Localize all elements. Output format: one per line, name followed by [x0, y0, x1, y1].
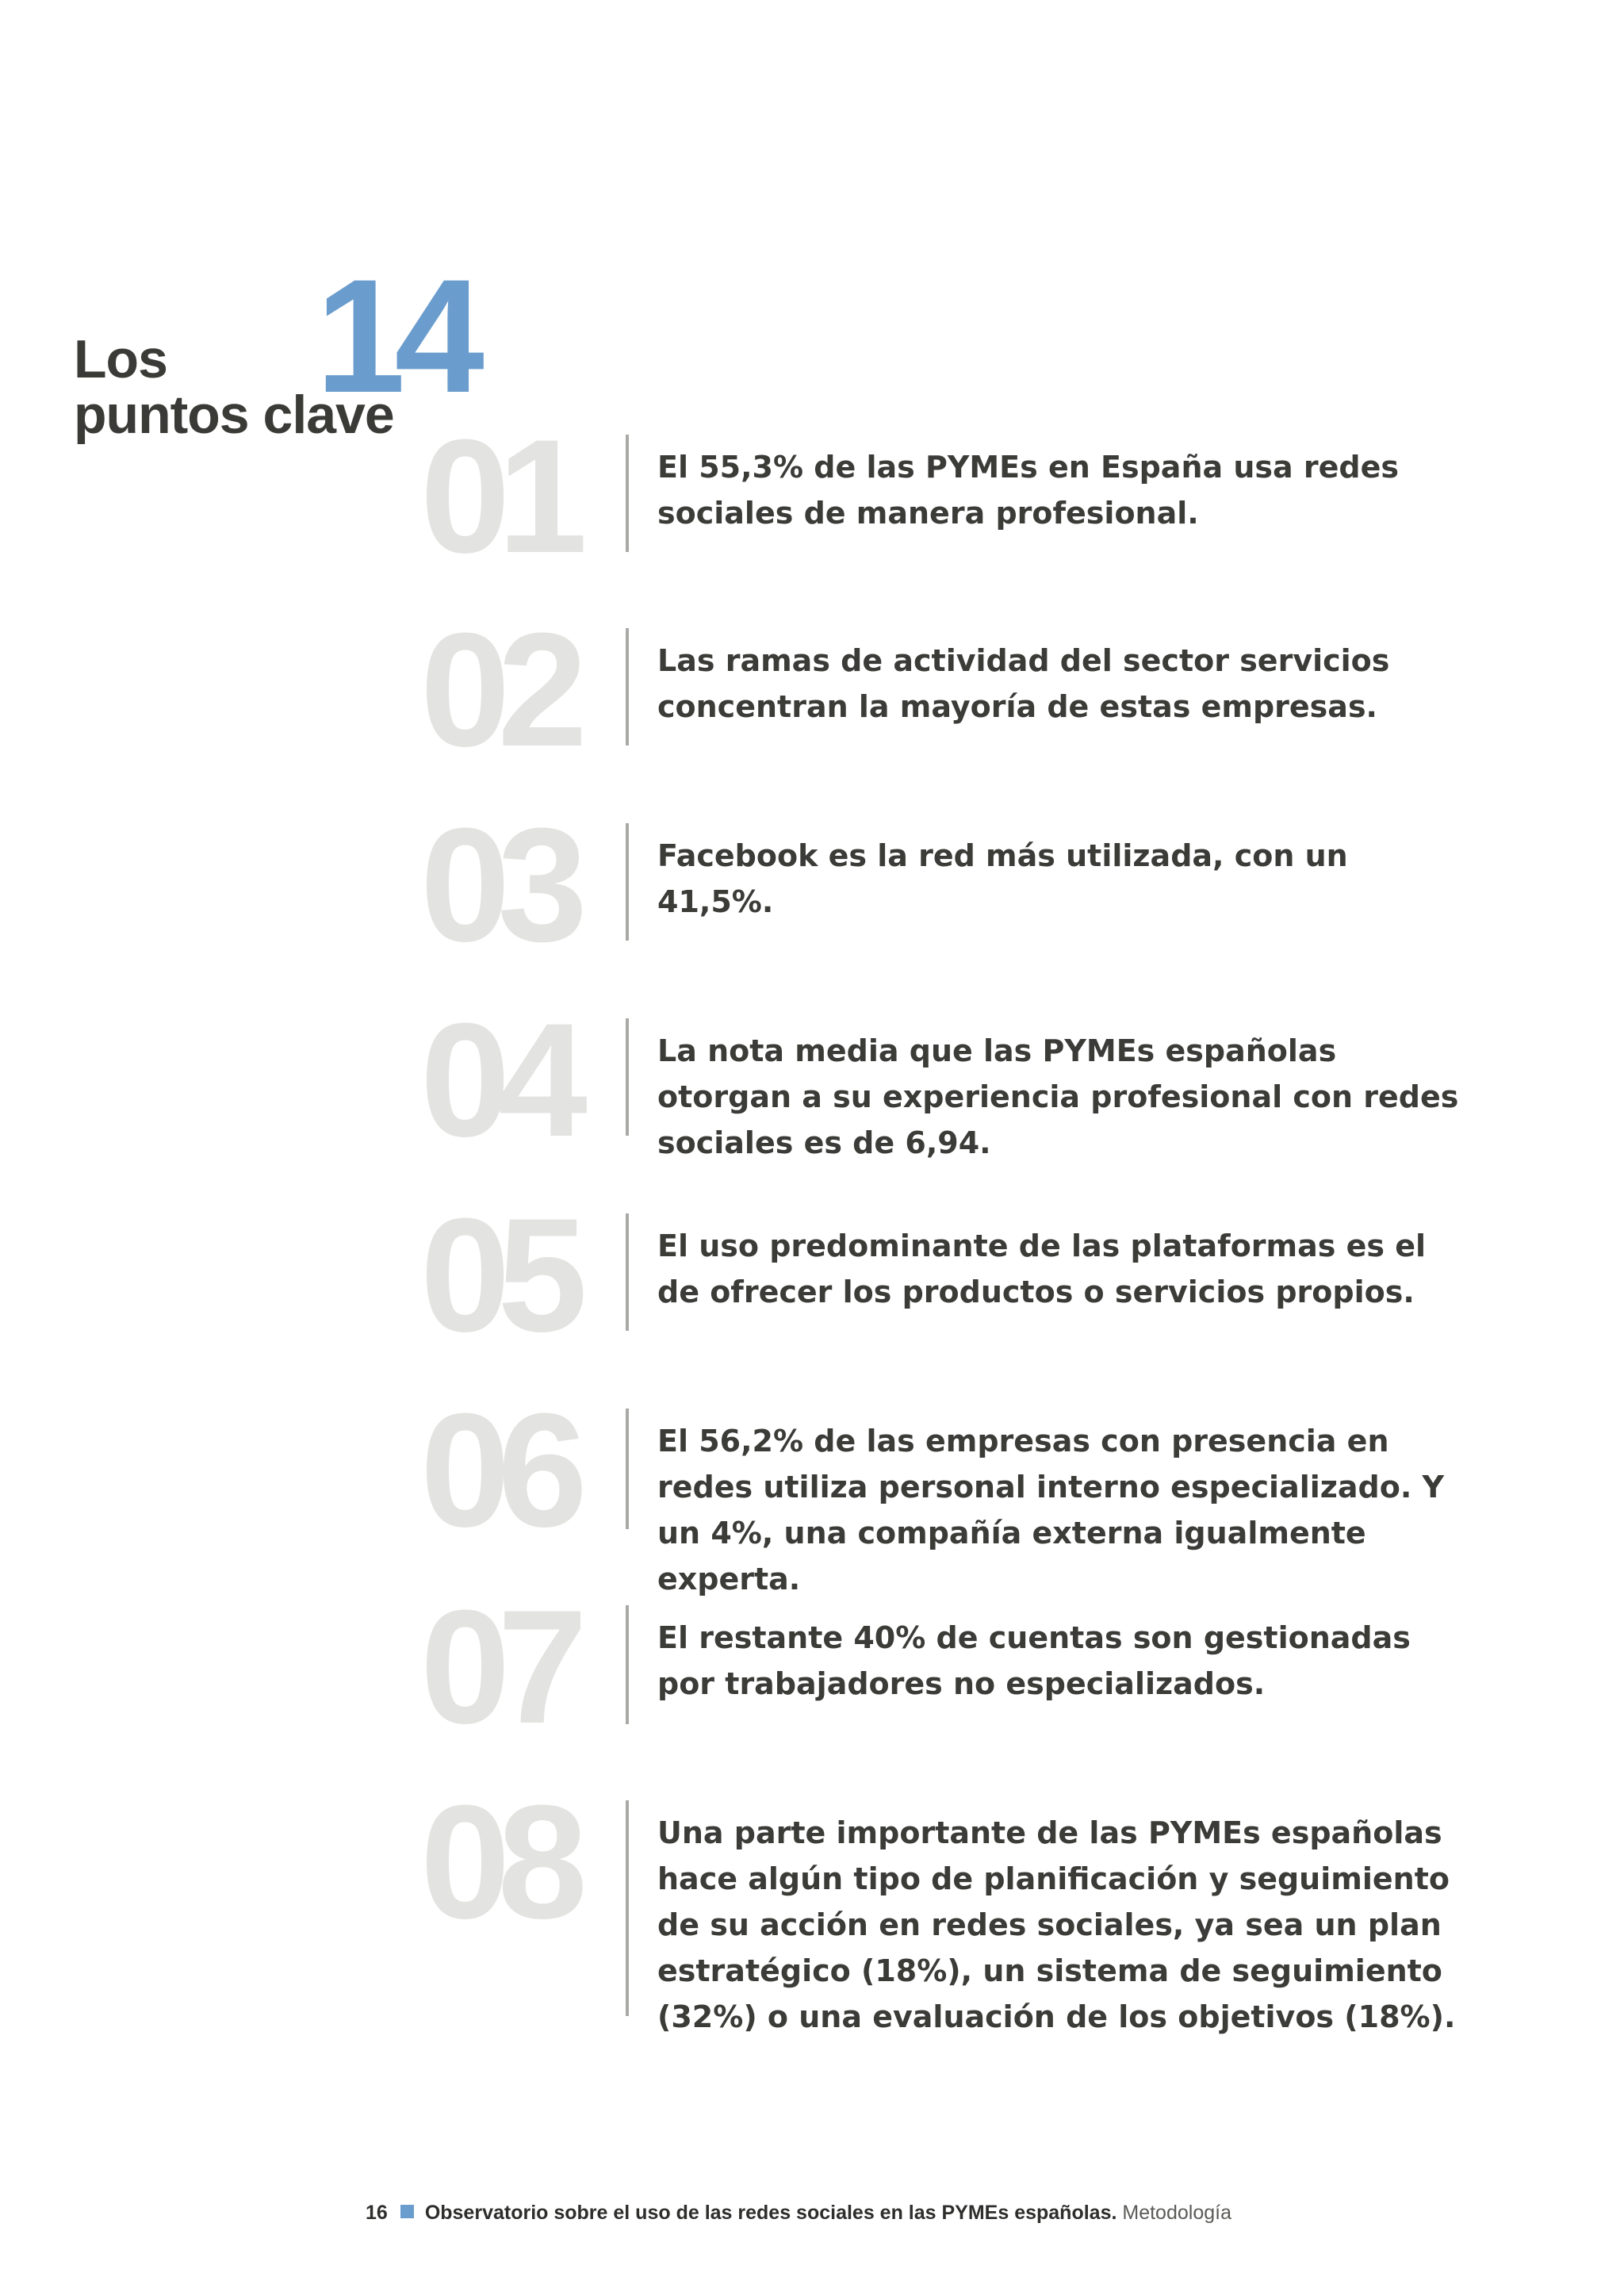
point-number: 07 [420, 1577, 575, 1757]
page-number: 16 [366, 2202, 388, 2224]
divider [626, 1213, 629, 1331]
point-text: Una parte importante de las PYMEs españolas hace algún tipo de planificación y seguimiento de su acción en redes sociales, ya sea un plan estratégico (18%), un sistema de seguimiento (32%) o una evaluación de los objetivos (18%). [657, 1815, 1456, 2034]
divider [626, 1018, 629, 1136]
divider [626, 1605, 629, 1724]
point-text: El uso predominante de las plataformas es el de ofrecer los productos o servicios propios. [657, 1228, 1427, 1309]
point-number: 03 [420, 795, 575, 976]
divider [626, 435, 629, 552]
section-number: 14 [316, 246, 473, 427]
point-text: El restante 40% de cuentas son gestionadas por trabajadores no especializados. [657, 1620, 1411, 1701]
point-text: Facebook es la red más utilizada, con un 41,5%. [657, 838, 1348, 919]
point-text: El 56,2% de las empresas con presencia en redes utiliza personal interno especializado. Y un 4%, una compañía externa igualmente experta. [657, 1424, 1445, 1596]
divider [626, 628, 629, 746]
divider [626, 823, 629, 941]
point-number: 08 [420, 1772, 575, 1953]
page-footer [366, 2199, 1231, 2226]
point-number: 06 [420, 1380, 575, 1561]
title-line-1: Los [74, 329, 167, 389]
point-text: La nota media que las PYMEs españolas otorgan a su experiencia profesional con redes sociales es de 6,94. [657, 1033, 1459, 1160]
point-text: Las ramas de actividad del sector servicios concentran la mayoría de estas empresas. [657, 643, 1390, 724]
title-line-2: puntos clave [74, 385, 394, 445]
publication-title: Observatorio sobre el uso de las redes sociales en las PYMEs españolas. [424, 2202, 1117, 2224]
square-bullet-icon [400, 2205, 414, 2218]
point-number: 05 [420, 1185, 575, 1366]
point-number: 01 [420, 406, 575, 587]
section-name: Metodología [1122, 2202, 1231, 2224]
divider [626, 1800, 629, 2016]
point-number: 02 [420, 600, 575, 780]
point-text: El 55,3% de las PYMEs en España usa redes sociales de manera profesional. [657, 450, 1400, 531]
page-title [74, 329, 394, 445]
point-number: 04 [420, 990, 575, 1171]
divider [626, 1409, 629, 1529]
